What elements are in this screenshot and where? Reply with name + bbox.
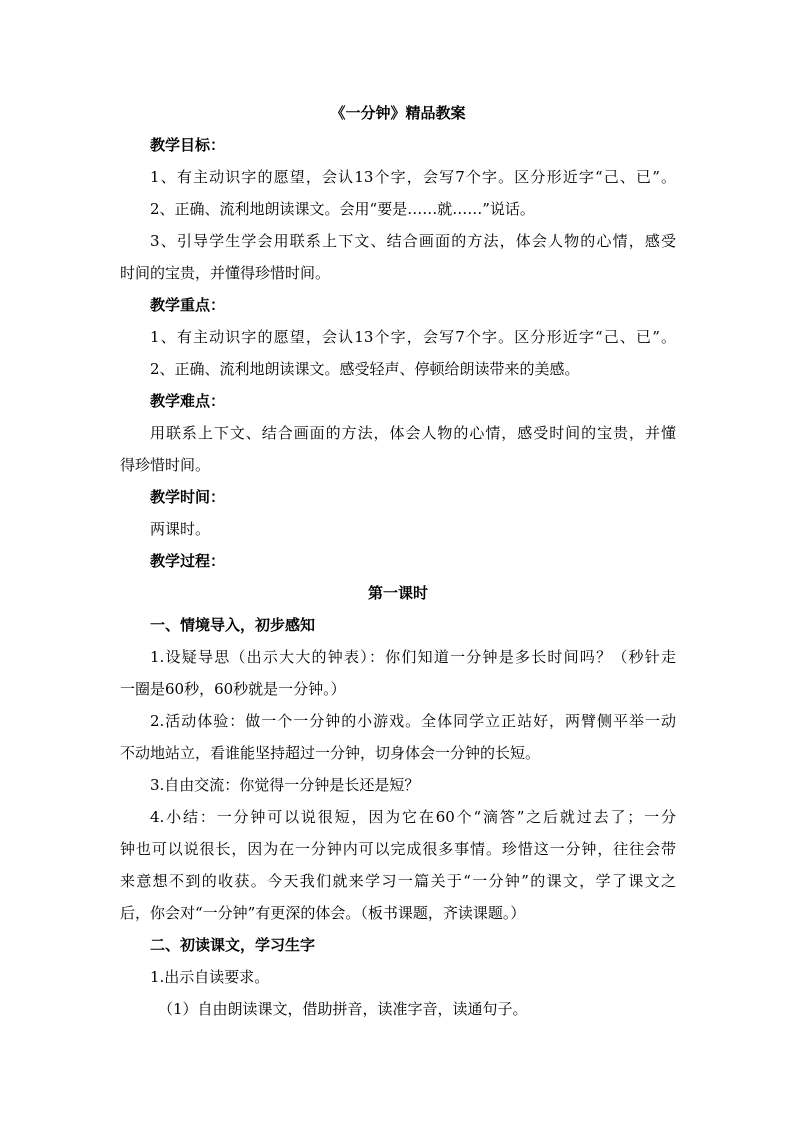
difficulty-line: 得珍惜时间。 <box>120 456 211 474</box>
part2-heading: 二、初读课文，学习生字 <box>150 936 316 954</box>
time-line: 两课时。 <box>150 520 211 538</box>
difficulty-line: 用联系上下文、结合画面的方法，体会人物的心情，感受时间的宝贵，并懂 <box>150 424 676 442</box>
document-title: 《一分钟》精品教案 <box>330 104 466 122</box>
part1-line: 来意想不到的收获。今天我们就来学习一篇关于“一分钟”的课文，学了课文之 <box>120 872 676 890</box>
part1-line: 不动地站立，看谁能坚持超过一分钟，切身体会一分钟的长短。 <box>120 744 541 762</box>
part1-line: 一圈是60秒，60秒就是一分钟。） <box>120 680 346 698</box>
part1-heading: 一、情境导入，初步感知 <box>150 616 316 634</box>
document-body <box>120 97 676 1025</box>
key-point-line: 2、正确、流利地朗读课文。感受轻声、停顿给朗读带来的美感。 <box>150 360 580 378</box>
part1-line: 钟也可以说很长，因为在一分钟内可以完成很多事情。珍惜这一分钟，往往会带 <box>120 840 676 858</box>
goals-heading: 教学目标： <box>150 136 226 154</box>
part1-line: 3.自由交流：你觉得一分钟是长还是短？ <box>150 776 420 794</box>
part1-line: 4.小结：一分钟可以说很短，因为它在60个“滴答”之后就过去了；一分 <box>150 808 676 826</box>
goal-line: 3、引导学生学会用联系上下文、结合画面的方法，体会人物的心情，感受 <box>150 232 676 250</box>
goal-line: 时间的宝贵，并懂得珍惜时间。 <box>120 264 331 282</box>
goal-line: 1、有主动识字的愿望，会认13个字，会写7个字。区分形近字“己、已”。 <box>150 168 676 186</box>
part1-line: 后，你会对“一分钟”有更深的体会。（板书课题，齐读课题。） <box>120 904 526 922</box>
process-heading: 教学过程： <box>150 552 226 570</box>
goal-line: 2、正确、流利地朗读课文。会用“要是……就……”说话。 <box>150 200 535 218</box>
part1-line: 1.设疑导思（出示大大的钟表）：你们知道一分钟是多长时间吗？（秒针走 <box>150 648 676 666</box>
lesson-title: 第一课时 <box>367 584 428 602</box>
difficulties-heading: 教学难点： <box>150 392 226 410</box>
key-point-line: 1、有主动识字的愿望，会认13个字，会写7个字。区分形近字“己、已”。 <box>150 328 676 346</box>
part1-line: 2.活动体验：做一个一分钟的小游戏。全体同学立正站好，两臂侧平举一动 <box>150 712 676 730</box>
time-heading: 教学时间： <box>150 488 226 506</box>
key-points-heading: 教学重点： <box>150 296 226 314</box>
part2-line: 1.出示自读要求。 <box>150 968 270 986</box>
part2-line: （1）自由朗读课文，借助拼音，读准字音，读通句子。 <box>158 1000 528 1018</box>
